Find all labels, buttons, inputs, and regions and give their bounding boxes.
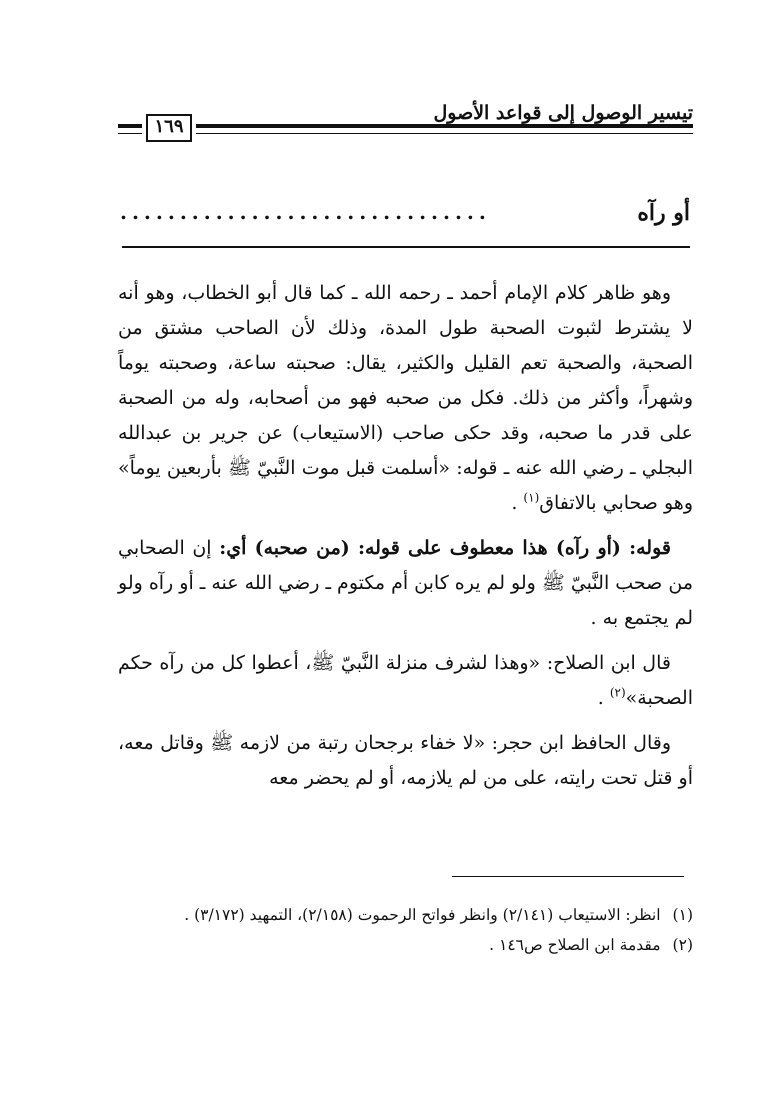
main-text (118, 276, 693, 806)
paragraph: وهو ظاهر كلام الإمام أحمد ـ رحمه الله ـ كما قال أبو الخطاب، وهو أنه لا يشترط لثبوت الصحبة طول المدة، وذلك لأن الصاحب مشتق من الصحبة، والصحبة تعم القليل والكثير، يقال: صحبته ساعة، وصحبته يوماً وشهراً، وأكثر من ذلك. فكل من صحبه فهو من أصحابه، وله من الصحبة على قدر ما صحبه، وقد حكى صاحب (الاستيعاب) عن جرير بن عبدالله البجلي ـ رضي الله عنه ـ قوله: «أسلمت قبل موت النَّبيّ ﷺ بأربعين يوماً» وهو صحابي بالاتفاق$^{(١)}$ . (118, 282, 693, 514)
dot-leader: ............................... (120, 200, 491, 224)
page-number: ١٦٩ (146, 114, 192, 142)
footnotes (118, 900, 693, 960)
footnote-2 (118, 930, 693, 960)
footnote-ref[interactable]: (١) (523, 490, 540, 505)
footnote-text: مقدمة ابن الصلاح ص١٤٦ . (489, 936, 661, 954)
running-header (118, 100, 693, 140)
footnote-number: (٢) (672, 936, 693, 954)
footnote-1 (118, 900, 693, 930)
heading-rule (122, 246, 690, 248)
paragraph: وقال الحافظ ابن حجر: «لا خفاء برجحان رتبة من لازمه ﷺ وقاتل معه، أو قتل تحت رايته، على من لم يلازمه، أو لم يحضر معه (118, 732, 693, 789)
commentary-lead: قوله: (أو رآه) هذا معطوف على قوله: (من صحبه) أي: (219, 537, 671, 559)
paragraph: قال ابن الصلاح: «وهذا لشرف منزلة النَّبيّ ﷺ، أعطوا كل من رآه حكم الصحبة»$^{(٢)}$ . (118, 652, 693, 709)
footnote-text: انظر: الاستيعاب (٢/١٤١) وانظر فواتح الرحموت (٢/١٥٨)، التمهيد (٣/١٧٢) . (184, 906, 661, 924)
section-heading (120, 200, 690, 240)
footnote-ref[interactable]: (٢) (609, 685, 626, 700)
footnote-separator (452, 876, 684, 877)
header-rule (196, 124, 693, 134)
book-title: تيسير الوصول إلى قواعد الأصول (433, 102, 693, 124)
section-title: أو رآه (637, 200, 690, 226)
paragraph: قوله: (أو رآه) هذا معطوف على قوله: (من صحبه) أي: إن الصحابي من صحب النَّبيّ ﷺ ولو لم يره كابن أم مكتوم ـ رضي الله عنه ـ أو رآه ولو لم يجتمع به . (118, 537, 693, 629)
footnote-number: (١) (672, 906, 693, 924)
header-rule-end (118, 124, 142, 134)
